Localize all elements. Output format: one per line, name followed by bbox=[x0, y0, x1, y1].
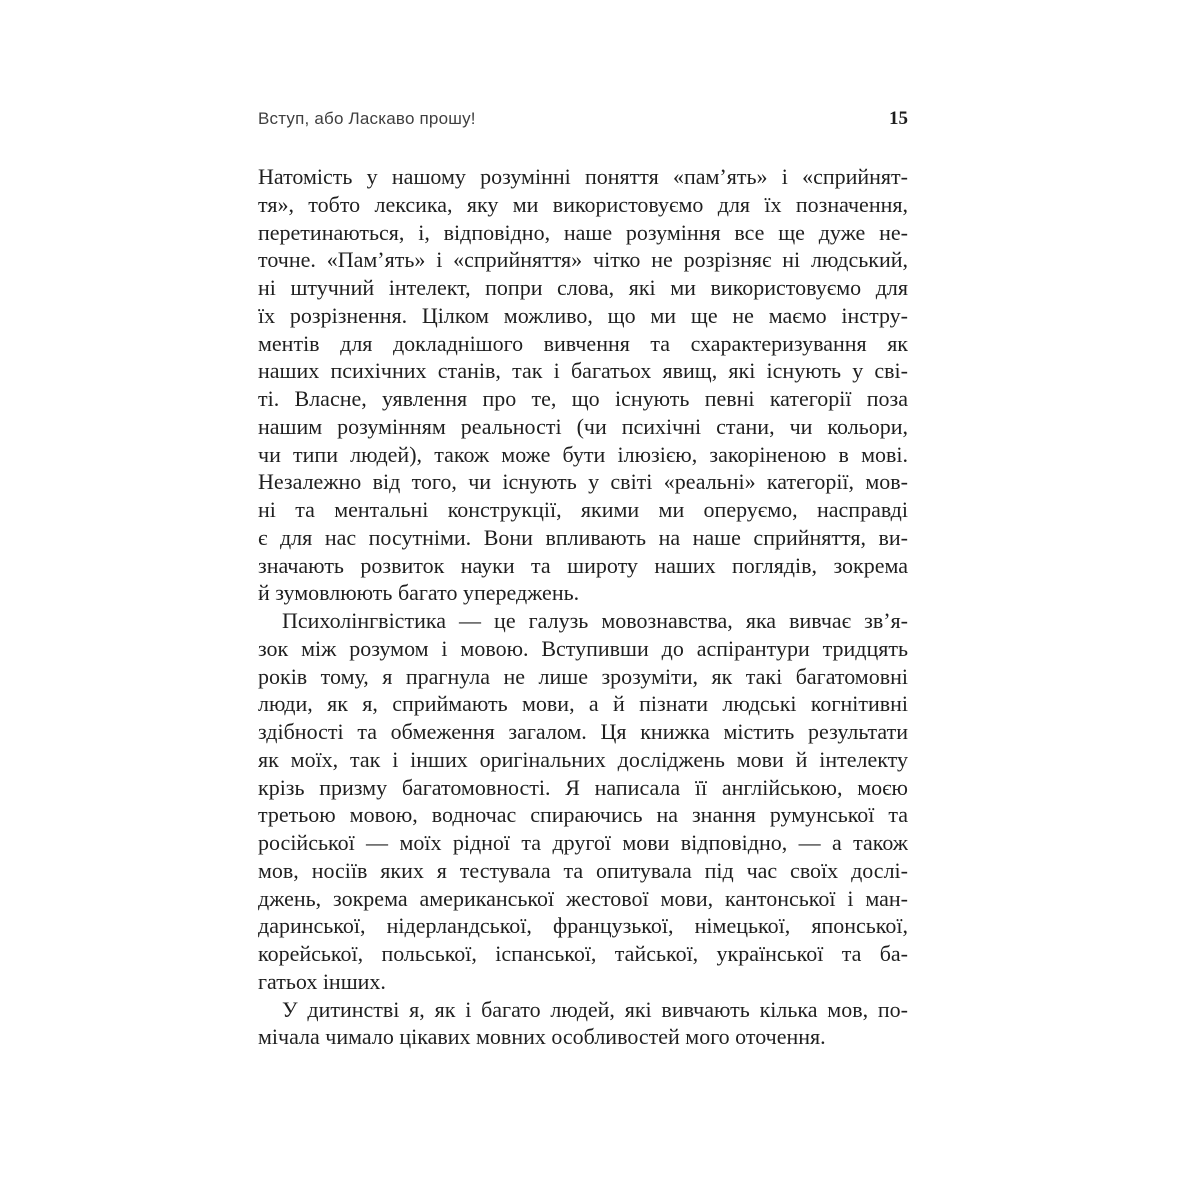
text-line: як моїх, так і інших оригінальних досліджень мови й інтелекту bbox=[258, 746, 908, 772]
text-line: гатьох інших. bbox=[258, 968, 386, 994]
paragraph bbox=[258, 163, 908, 607]
text-line: тя», тобто лексика, яку ми використовуємо для їх позначення, bbox=[258, 191, 908, 217]
text-line: ні та ментальні конструкції, якими ми оперуємо, насправді bbox=[258, 497, 908, 522]
text-line: точне. «Пам’ять» і «сприйняття» чітко не розрізняє ні людський, bbox=[258, 247, 908, 273]
text-line: російської — моїх рідної та другої мови відповідно, — а також bbox=[258, 830, 908, 855]
text-line: корейської, польської, іспанської, тайської, української та ба- bbox=[258, 941, 908, 966]
text-line: значають розвиток науки та широту наших поглядів, зокрема bbox=[258, 552, 908, 578]
text-line: є для нас посутніми. Вони впливають на наше сприйняття, ви- bbox=[258, 524, 908, 550]
text-line: ні штучний інтелект, попри слова, які ми використовуємо для bbox=[258, 275, 908, 300]
text-line: Незалежно від того, чи існують у світі «реальні» категорії, мов- bbox=[258, 469, 908, 495]
text-line: третьою мовою, водночас спираючись на знання румунської та bbox=[258, 802, 908, 828]
text-line: нашим розумінням реальності (чи психічні стани, чи кольори, bbox=[258, 413, 908, 439]
text-line: мов, носіїв яких я тестувала та опитувала під час своїх дослі- bbox=[258, 857, 908, 883]
text-line: років тому, я прагнула не лише зрозуміти, як такі багатомовні bbox=[258, 663, 908, 689]
paragraph bbox=[258, 607, 908, 996]
text-line: даринської, нідерландської, французької, німецької, японської, bbox=[258, 913, 908, 939]
text-line: Психолінгвістика — це галузь мовознавства, яка вивчає зв’я- bbox=[282, 608, 908, 633]
text-line: перетинаються, і, відповідно, наше розуміння все ще дуже не- bbox=[258, 219, 908, 245]
text-line: люди, як я, сприймають мови, а й пізнати людські когнітивні bbox=[258, 691, 908, 717]
text-line: джень, зокрема американської жестової мови, кантонської і ман- bbox=[258, 885, 908, 911]
paragraph bbox=[258, 996, 908, 1052]
text-line: здібності та обмеження загалом. Ця книжка містить результати bbox=[258, 719, 908, 744]
text-line: зок між розумом і мовою. Вступивши до аспірантури тридцять bbox=[258, 635, 908, 661]
text-line: У дитинстві я, як і багато людей, які вивчають кілька мов, по- bbox=[282, 996, 908, 1022]
running-header bbox=[258, 108, 908, 130]
running-header-title: Вступ, або Ласкаво прошу! bbox=[258, 109, 476, 128]
text-line: ті. Власне, уявлення про те, що існують певні категорії поза bbox=[258, 386, 908, 411]
text-block bbox=[258, 163, 908, 1051]
page-number: 15 bbox=[889, 108, 908, 129]
text-line: їх розрізнення. Цілком можливо, що ми ще не маємо інстру- bbox=[258, 302, 908, 328]
text-line: чи типи людей), також може бути ілюзією, закоріненою в мові. bbox=[258, 441, 908, 467]
text-line: крізь призму багатомовності. Я написала її англійською, моєю bbox=[258, 774, 908, 800]
text-line: ментів для докладнішого вивчення та схарактеризування як bbox=[258, 330, 908, 356]
text-line: Натомість у нашому розумінні поняття «пам’ять» і «сприйнят- bbox=[258, 164, 908, 189]
text-line: наших психічних станів, так і багатьох явищ, які існують у сві- bbox=[258, 358, 908, 384]
text-line: мічала чимало цікавих мовних особливостей мого оточення. bbox=[258, 1024, 826, 1050]
text-line: й зумовлюють багато упереджень. bbox=[258, 580, 580, 606]
